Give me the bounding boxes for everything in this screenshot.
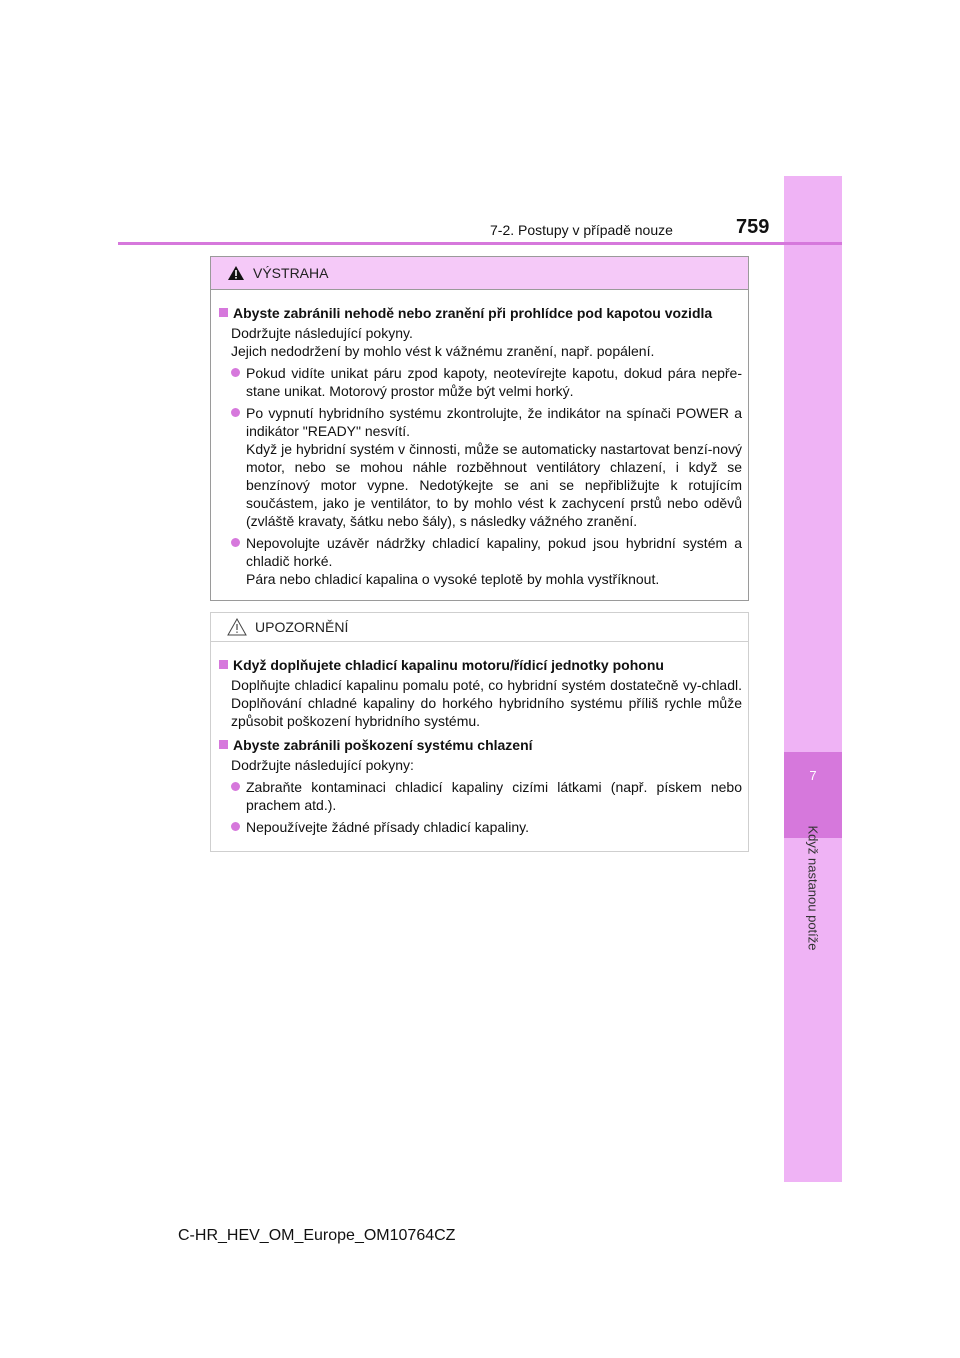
warning-title: VÝSTRAHA <box>253 265 329 281</box>
square-bullet-icon <box>219 740 228 749</box>
chapter-title: Když nastanou potíže <box>805 825 821 951</box>
warning-header <box>211 257 748 290</box>
chapter-number: 7 <box>809 768 817 783</box>
chapter-side-tab <box>784 176 842 1182</box>
warning-bullet: Nepovolujte uzávěr nádržky chladicí kapaliny, pokud jsou hybridní systém a chladič horké. Pára nebo chladicí kapalina o vysoké teplotě by mohla vystříknout. <box>219 534 742 588</box>
caution-heading: Když doplňujete chladicí kapalinu motoru/řídicí jednotky pohonu <box>219 656 742 674</box>
circle-bullet-icon <box>231 368 240 377</box>
circle-bullet-icon <box>231 822 240 831</box>
warning-triangle-icon <box>227 265 245 281</box>
section-title: 7-2. Postupy v případě nouze <box>490 222 673 238</box>
caution-header <box>211 613 748 642</box>
caution-title: UPOZORNĚNÍ <box>255 619 349 635</box>
square-bullet-icon <box>219 308 228 317</box>
caution-heading: Abyste zabránili poškození systému chlazení <box>219 736 742 754</box>
caution-paragraph: Dodržujte následující pokyny: <box>231 757 414 773</box>
document-code: C-HR_HEV_OM_Europe_OM10764CZ <box>178 1227 456 1244</box>
square-bullet-icon <box>219 660 228 669</box>
warning-bullet: Pokud vidíte unikat páru zpod kapoty, neotevírejte kapotu, dokud pára nepře-stane unikat. Motorový prostor může být velmi horký. <box>219 364 742 400</box>
caution-bullet: Zabraňte kontaminaci chladicí kapaliny cizími látkami (např. pískem nebo prachem atd.). <box>219 778 742 814</box>
caution-bullet: Nepoužívejte žádné přísady chladicí kapaliny. <box>219 818 742 836</box>
page-number: 759 <box>736 216 770 238</box>
caution-paragraph: Doplňujte chladicí kapalinu pomalu poté, co hybridní systém dostatečně vy-chladl. Doplňování chladné kapaliny do horkého hybridního systému příliš rychle může způsobit poškození hybridního systému. <box>231 677 742 729</box>
circle-bullet-icon <box>231 782 240 791</box>
warning-intro: Dodržujte následující pokyny. Jejich nedodržení by mohlo vést k vážnému zranění, např. popálení. <box>231 325 655 359</box>
warning-box <box>210 256 749 601</box>
caution-box <box>210 612 749 852</box>
header-rule <box>118 242 842 245</box>
circle-bullet-icon <box>231 408 240 417</box>
caution-triangle-icon <box>227 618 247 636</box>
warning-bullet: Po vypnutí hybridního systému zkontrolujte, že indikátor na spínači POWER a indikátor "READY" nesvítí. Když je hybridní systém v činnosti, může se automaticky nastartovat benzí-nový motor, nebo se mohou náhle rozběhnout ventilátory chlazení, i když se benzínový motor vypne. Nedotýkejte se ani se nepřibližujte k rotujícím součástem, jako je ventilátor, to by mohlo vést k zachycení prstů nebo oděvů (zvláště kravaty, šátku nebo šály), s následky vážného zranění. <box>219 404 742 530</box>
circle-bullet-icon <box>231 538 240 547</box>
warning-heading: Abyste zabránili nehodě nebo zranění při prohlídce pod kapotou vozidla <box>219 304 742 322</box>
